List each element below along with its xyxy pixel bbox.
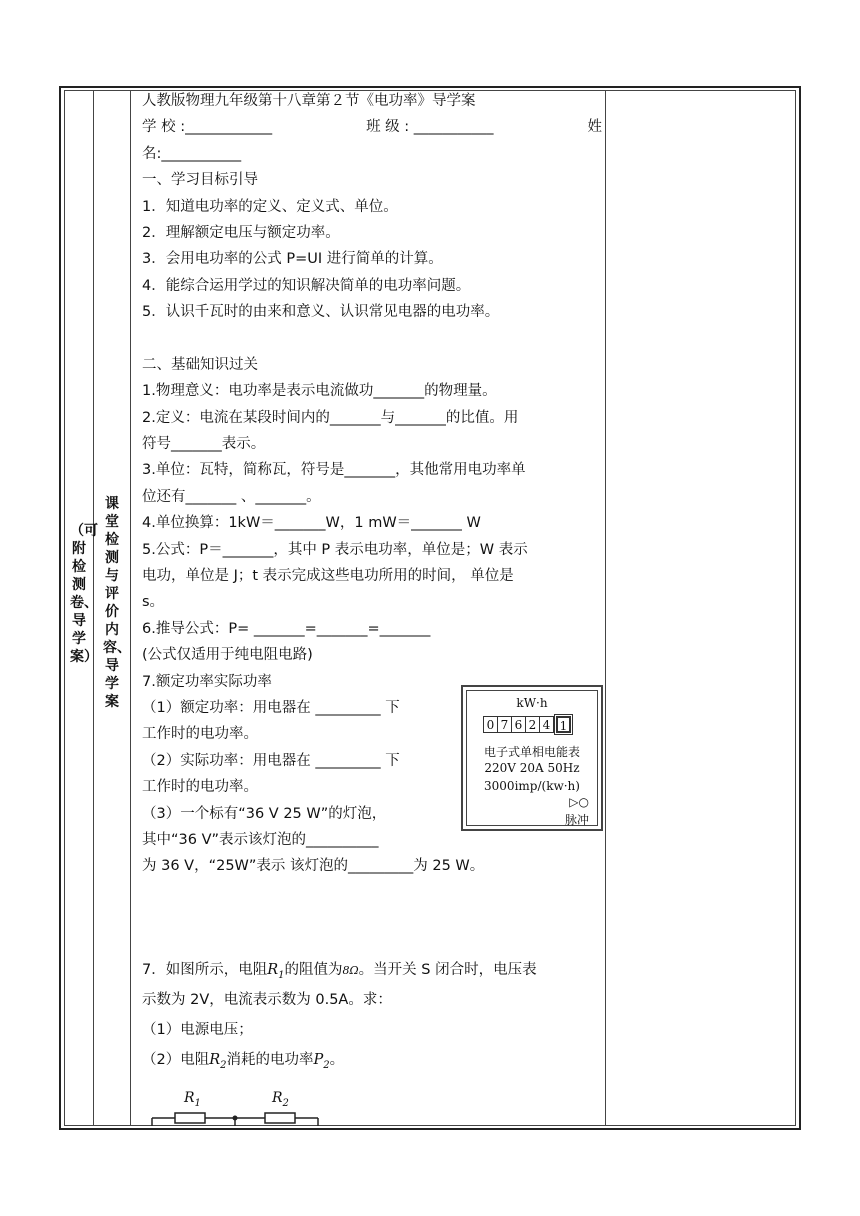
goal-item: 2．理解额定电压与额定功率。 [142,224,340,241]
meter-type: 电子式单相电能表 [483,745,580,759]
question-7-2-line-1: （2）实际功率：用电器在 _________ 下 [142,752,400,769]
blank-line [142,326,602,352]
question-7-3-line-2: 其中“36 V”表示该灯泡的__________ [142,831,379,848]
section-goals-heading: 一、学习目标引导 [142,172,258,189]
question-7-1-line-2: 工作时的电功率。 [142,726,258,743]
problem-7-part-1: （1）电源电压； [142,1022,253,1038]
name-field: 名:___________ [142,145,242,162]
question-7-3-line-3: 为 36 V，“25W”表示 该灯泡的_________为 25 W。 [142,858,485,875]
pulse-label: 脉冲 [564,813,589,827]
problem-7-part-2: （2）电阻$R_2$消耗的电功率$P_2$。 [142,1052,345,1071]
r1-symbol: $R_1$ [267,962,285,981]
question-6: 6.推导公式：P= _______=_______=_______ [142,620,431,637]
meter-digit: 0 [483,716,498,733]
side-label-left: （可附检测卷、导学案） [70,523,98,665]
meter-constant: 3000imp/(kw·h) [484,779,580,793]
question-1: 1.物理意义：电功率是表示电流做功_______的物理量。 [142,383,497,400]
goal-item: 5．认识千瓦时的由来和意义、认识常见电器的电功率。 [142,304,500,321]
meter-unit: kW·h [516,696,548,710]
resistor-r2 [265,1113,295,1123]
energy-meter-figure [461,685,603,831]
question-5-line-3: s。 [142,594,165,611]
goal-item: 1．知道电功率的定义、定义式、单位。 [142,198,398,215]
problem-7-line-1: 7．如图所示，电阻$R_1$的阻值为8Ω。当开关 S 闭合时，电压表 [142,962,537,981]
r2-symbol: $R_2$ [209,1052,227,1071]
circuit-diagram [150,1090,330,1130]
class-field: 班 级 : ___________ [366,119,494,136]
meter-digit: 7 [497,716,512,733]
question-4: 4.单位换算：1kW＝_______W，1 mW＝_______ W [142,515,481,532]
meter-rating: 220V 20A 50Hz [484,761,580,775]
question-3-line-1: 3.单位：瓦特，简称瓦，符号是_______，其他常用电功率单 [142,462,526,479]
side-label-middle: 课堂检测与评价内容、导学案 [103,496,131,710]
problem-7 [142,955,602,1075]
resistor-r1 [175,1113,205,1123]
name-field-start: 姓 [587,119,602,136]
goal-item: 4．能综合运用学过的知识解决简单的电功率问题。 [142,277,471,294]
pulse-indicator-icon: ▷○ [569,795,589,809]
school-field: 学 校 :____________ [142,119,273,136]
goal-item: 3．会用电功率的公式 P=UI 进行简单的计算。 [142,251,443,268]
column-divider-2 [130,90,131,1126]
question-7: 7.额定功率实际功率 [142,673,272,690]
meter-digit: 4 [539,716,554,733]
question-5-line-1: 5.公式：P＝_______，其中 P 表示电功率，单位是；W 表示 [142,541,528,558]
problem-7-line-2: 示数为 2V，电流表示数为 0.5A。求： [142,992,392,1008]
r1-label: $R_1$ [184,1090,201,1109]
meter-digit: 6 [511,716,526,733]
question-2-line-2: 符号_______表示。 [142,436,266,453]
doc-title: 人教版物理九年级第十八章第２节《电功率》导学案 [142,93,476,109]
circuit-svg [150,1090,330,1126]
r2-label: $R_2$ [272,1090,289,1109]
question-5-line-2: 电功，单位是 J；t 表示完成这些电功所用的时间， 单位是 [142,568,514,585]
question-6-note: (公式仅适用于纯电阻电路) [142,647,313,664]
meter-digits [484,716,571,733]
ohm-value: 8Ω [342,964,359,977]
question-7-3-line-1: （3）一个标有“36 V 25 W”的灯泡， [142,805,387,822]
section-basics-heading: 二、基础知识过关 [142,356,258,373]
column-divider-3 [605,90,606,1126]
meter-digit-decimal: 1 [556,716,571,733]
info-line [142,114,602,140]
question-3-line-2: 位还有_______ 、_______。 [142,488,321,505]
question-2-line-1: 2.定义：电流在某段时间内的_______与_______的比值。用 [142,409,519,426]
meter-digit: 2 [525,716,540,733]
question-7-2-line-2: 工作时的电功率。 [142,779,258,796]
question-7-1-line-1: （1）额定功率：用电器在 _________ 下 [142,699,400,716]
p2-symbol: $P_2$ [313,1052,330,1071]
